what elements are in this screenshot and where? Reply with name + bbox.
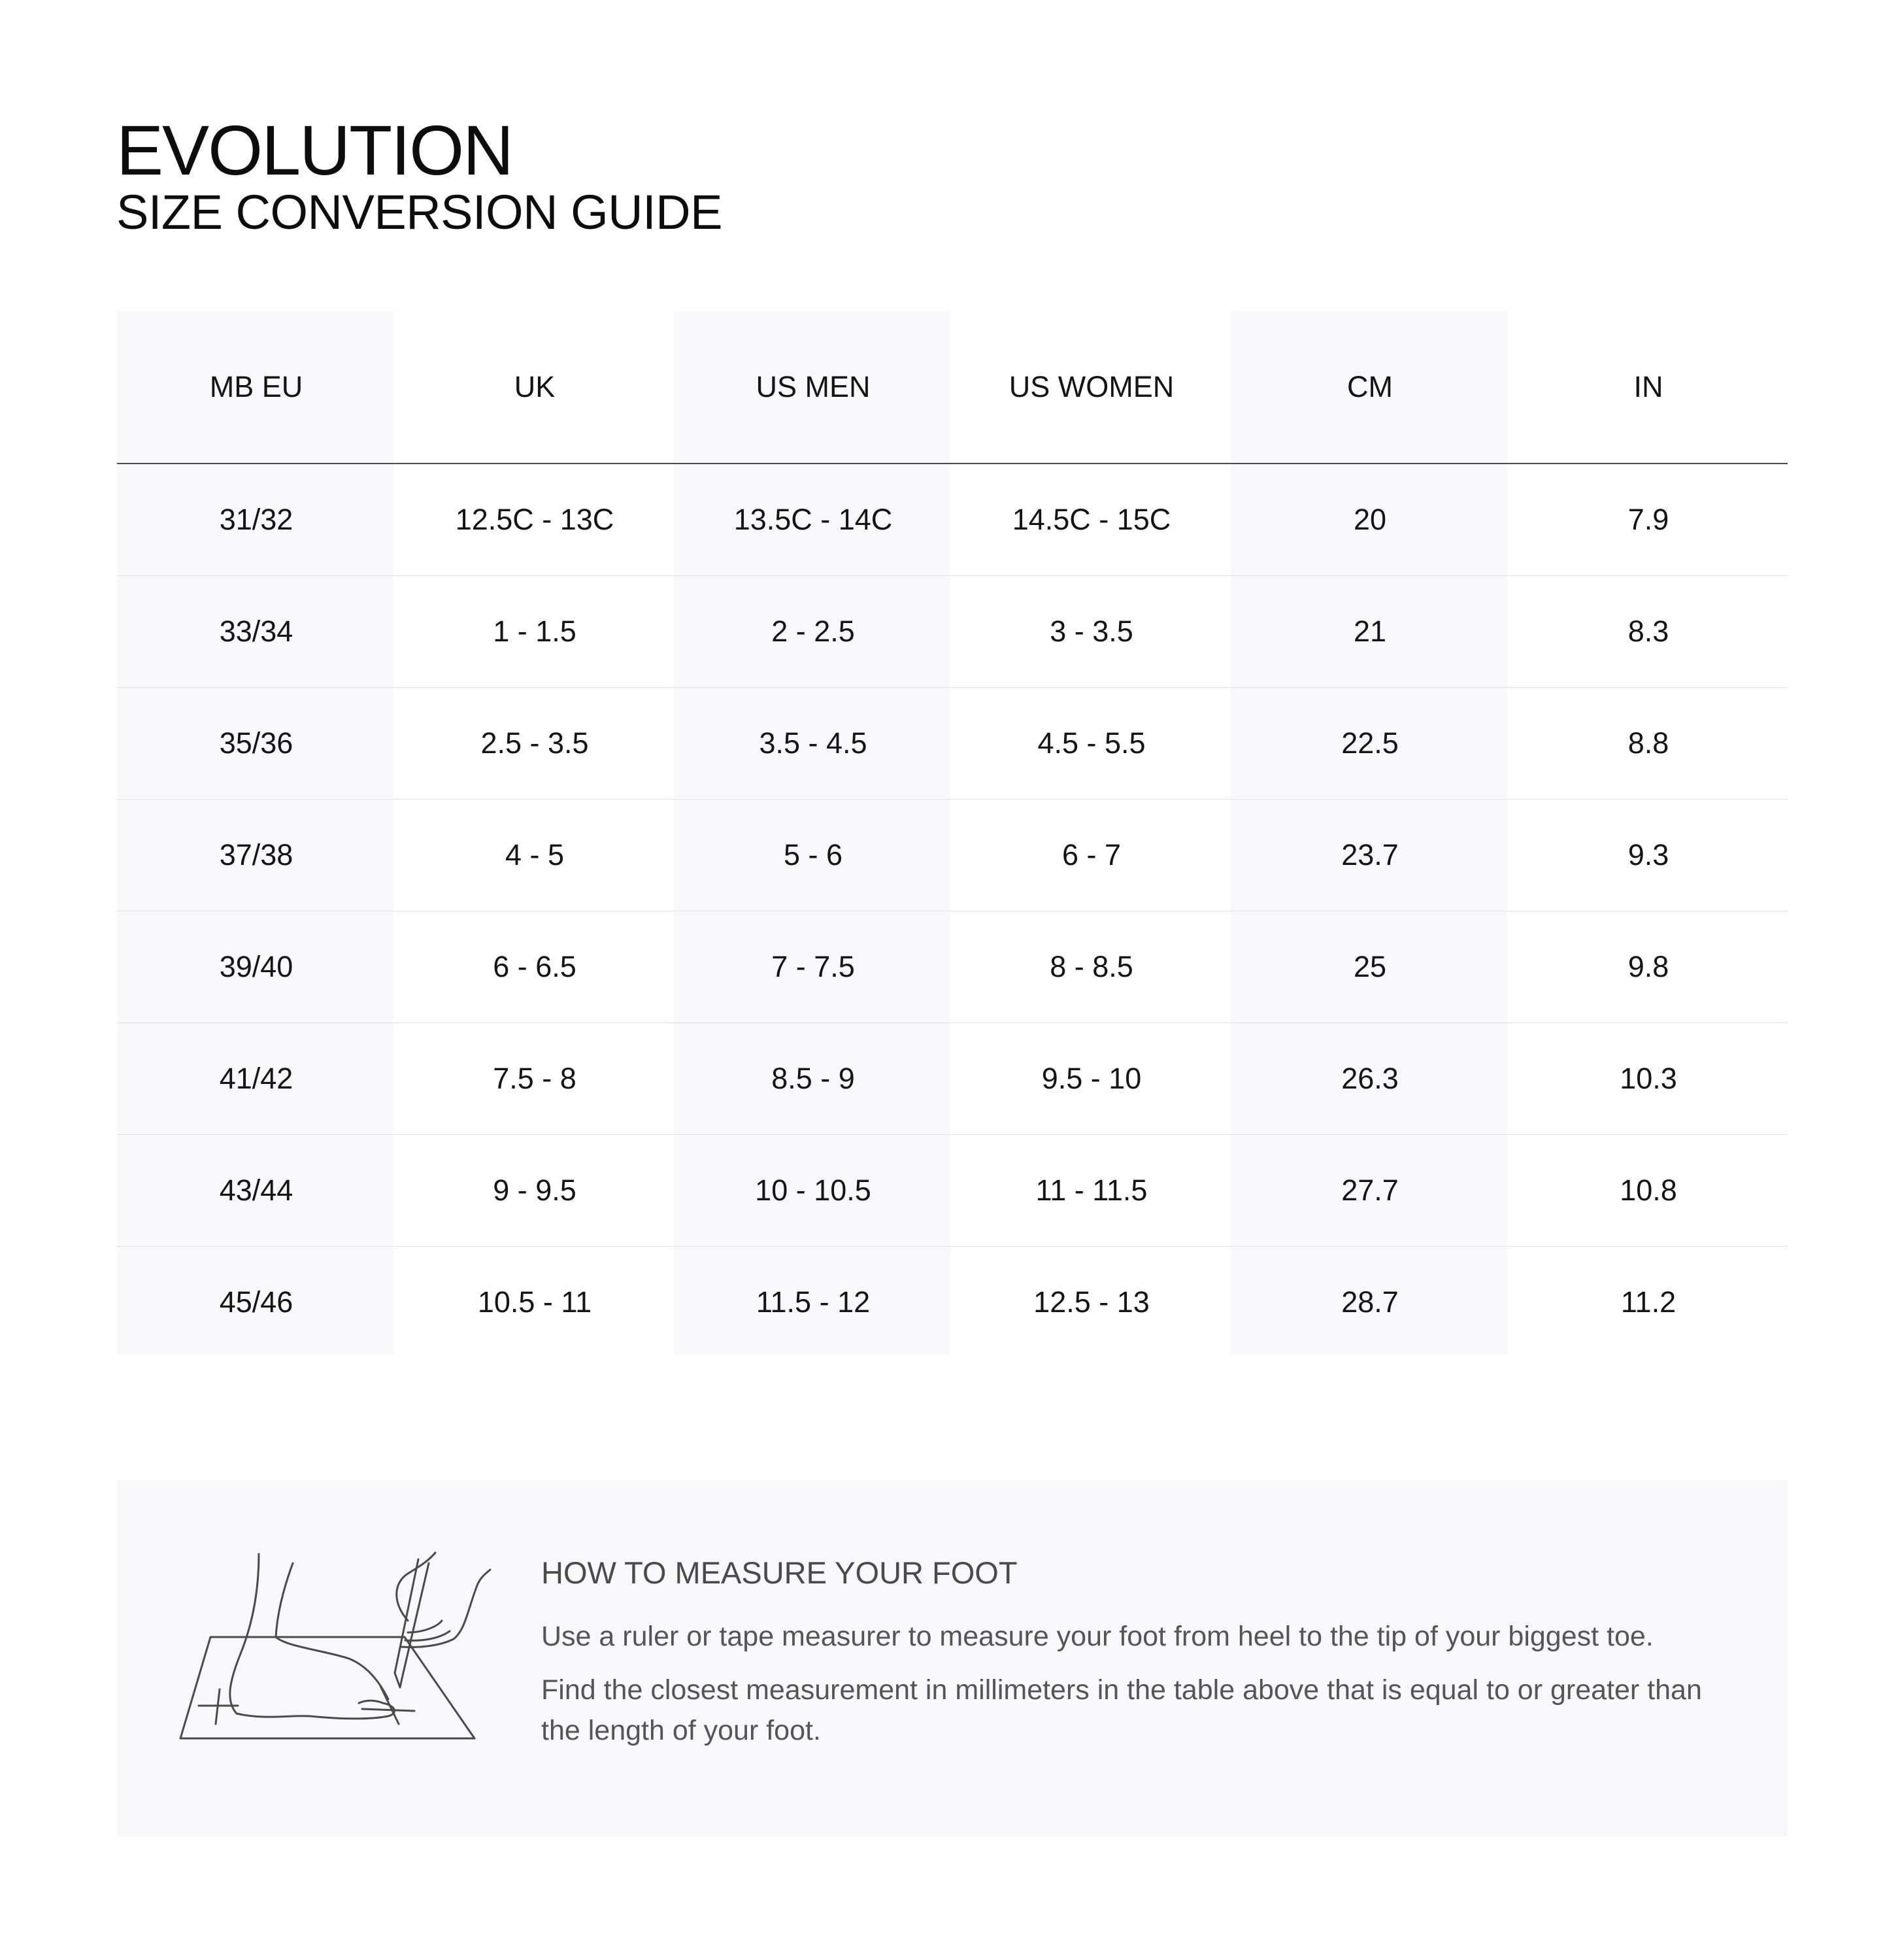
table-cell: 27.7: [1231, 1135, 1509, 1247]
table-cell: 8.5 - 9: [674, 1023, 952, 1135]
measure-heading: HOW TO MEASURE YOUR FOOT: [541, 1555, 1018, 1590]
table-cell: 37/38: [117, 800, 395, 911]
table-cell: 11.5 - 12: [756, 1285, 871, 1319]
foot-measure-icon: [173, 1549, 493, 1758]
table-cell: 13.5C - 14C: [674, 464, 952, 576]
table-cell: 9.8: [1509, 911, 1788, 1023]
table-cell: 11.2: [1620, 1285, 1677, 1319]
table-cell: 10.8: [1509, 1135, 1788, 1247]
table-cell: 10.5 - 11: [477, 1285, 592, 1319]
size-conversion-table: [117, 311, 1788, 1358]
table-cell: 9 - 9.5: [395, 1135, 674, 1247]
table-cell: 21: [1231, 576, 1509, 688]
table-cell: 2 - 2.5: [674, 576, 952, 688]
table-cell: 14.5C - 15C: [952, 464, 1231, 576]
table-cell: 3 - 3.5: [952, 576, 1231, 688]
table-cell: 8.3: [1509, 576, 1788, 688]
table-cell: 28.7: [1341, 1285, 1399, 1319]
table-cell: 4.5 - 5.5: [952, 688, 1231, 800]
column-header: MB EU: [117, 311, 395, 464]
page-subtitle: SIZE CONVERSION GUIDE: [116, 185, 722, 239]
table-cell: 9.5 - 10: [952, 1023, 1231, 1135]
table-cell: 10.3: [1509, 1023, 1788, 1135]
table-cell: 6 - 7: [952, 800, 1231, 911]
table-cell: 6 - 6.5: [395, 911, 674, 1023]
table-cell: 35/36: [117, 688, 395, 800]
table-cell: 23.7: [1231, 800, 1509, 911]
column-header: US WOMEN: [952, 311, 1231, 464]
column-header: UK: [395, 311, 674, 464]
table-cell: 4 - 5: [395, 800, 674, 911]
measure-instruction-2: Find the closest measurement in millimeters in the table above that is equal to or greater than the length of your foot.: [541, 1674, 1702, 1746]
page-title: EVOLUTION: [116, 110, 513, 190]
measure-instruction-1: Use a ruler or tape measurer to measure your foot from heel to the tip of your biggest toe.: [541, 1621, 1654, 1652]
table-cell: 5 - 6: [674, 800, 952, 911]
table-cell: 12.5 - 13: [1033, 1285, 1150, 1319]
table-cell: 7.9: [1509, 464, 1788, 576]
table-cell: 8.8: [1509, 688, 1788, 800]
table-cell: 33/34: [117, 576, 395, 688]
column-header: US MEN: [674, 311, 952, 464]
table-cell: 10 - 10.5: [674, 1135, 952, 1247]
table-cell: 41/42: [117, 1023, 395, 1135]
table-cell: 7.5 - 8: [395, 1023, 674, 1135]
table-cell: 8 - 8.5: [952, 911, 1231, 1023]
table-cell: 3.5 - 4.5: [674, 688, 952, 800]
table-cell: 2.5 - 3.5: [395, 688, 674, 800]
table-cell: 22.5: [1231, 688, 1509, 800]
table-cell: 11 - 11.5: [952, 1135, 1231, 1247]
measure-instructions-panel: [117, 1480, 1788, 1836]
table-cell: 20: [1231, 464, 1509, 576]
table-cell: 7 - 7.5: [674, 911, 952, 1023]
table-cell: 1 - 1.5: [395, 576, 674, 688]
table-cell: 45/46: [219, 1285, 293, 1319]
table-cell: 43/44: [117, 1135, 395, 1247]
table-cell: 31/32: [117, 464, 395, 576]
table-cell: 26.3: [1231, 1023, 1509, 1135]
table-cell: 9.3: [1509, 800, 1788, 911]
table-cell: 25: [1231, 911, 1509, 1023]
column-header: CM: [1231, 311, 1509, 464]
table-cell: 12.5C - 13C: [395, 464, 674, 576]
column-header: IN: [1509, 311, 1788, 464]
table-cell: 39/40: [117, 911, 395, 1023]
